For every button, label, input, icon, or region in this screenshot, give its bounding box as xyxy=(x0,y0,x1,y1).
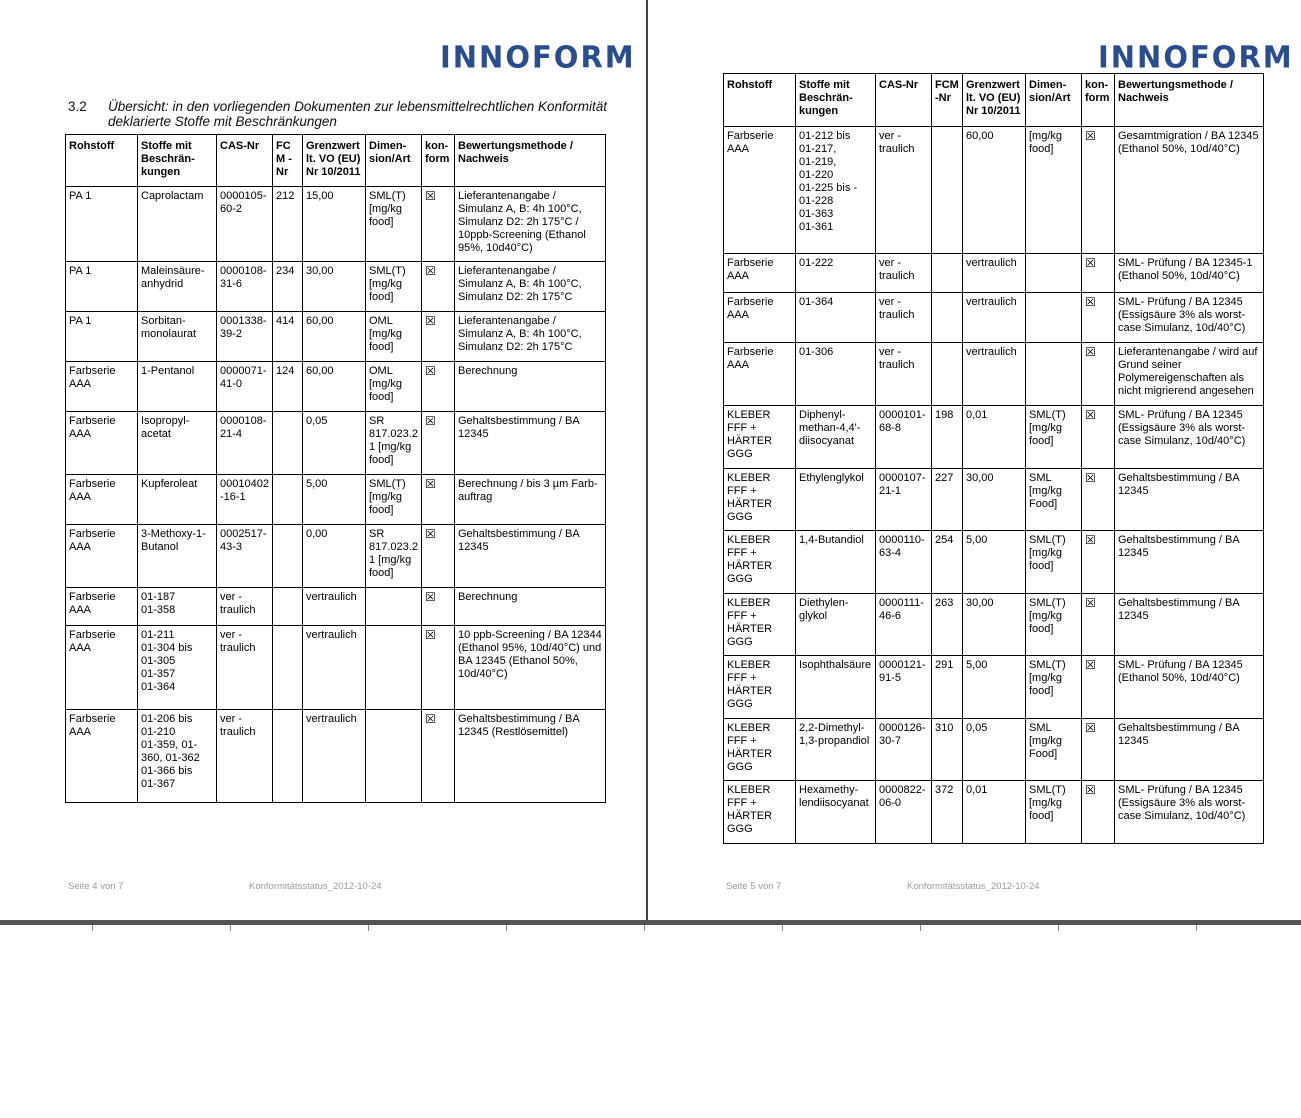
cell-rohstoff: Farbserie AAA xyxy=(724,127,796,254)
cell-cas-nr: 0000108-31-6 xyxy=(217,262,273,312)
col-header-stoffe: Stoffe mit Beschrän-kungen xyxy=(796,74,876,127)
cell-bewertung: SML- Prüfung / BA 12345 (Essigsäure 3% als worst-case Simulanz, 10d/40°C) xyxy=(1115,293,1264,343)
cell-fcm-nr xyxy=(273,525,303,588)
col-header-rohstoff: Rohstoff xyxy=(66,135,138,187)
table-row xyxy=(724,469,1264,531)
cell-cas-nr: 0000107-21-1 xyxy=(876,469,932,531)
cell-stoff: 1-Pentanol xyxy=(138,362,217,412)
cell-konform-checkbox: ☒ xyxy=(1082,406,1115,469)
cell-bewertung: Lieferantenangabe / Simulanz A, B: 4h 100°C, Simulanz D2: 2h 175°C / 10ppb-Screening (Ethanol 95%, 10d40°C) xyxy=(455,187,606,262)
cell-dimension: SR 817.023.21 [mg/kg food] xyxy=(366,525,422,588)
table-row xyxy=(724,406,1264,469)
col-header-fcm: FCM -Nr xyxy=(273,135,303,187)
cell-rohstoff: Farbserie AAA xyxy=(66,475,138,525)
table-body xyxy=(66,187,606,803)
cell-konform-checkbox: ☒ xyxy=(422,588,455,626)
table-row xyxy=(724,781,1264,844)
col-header-cas: CAS-Nr xyxy=(217,135,273,187)
cell-fcm-nr: 234 xyxy=(273,262,303,312)
cell-fcm-nr xyxy=(932,293,963,343)
cell-rohstoff: KLEBER FFF + HÄRTER GGG xyxy=(724,406,796,469)
cell-rohstoff: KLEBER FFF + HÄRTER GGG xyxy=(724,469,796,531)
cell-dimension xyxy=(366,588,422,626)
cell-stoff: Diphenyl-methan-4,4'-diisocyanat xyxy=(796,406,876,469)
cell-cas-nr: 00010402-16-1 xyxy=(217,475,273,525)
cell-konform-checkbox: ☒ xyxy=(422,187,455,262)
cell-fcm-nr: 212 xyxy=(273,187,303,262)
cell-grenzwert: 30,00 xyxy=(963,469,1026,531)
document-page-4 xyxy=(0,0,646,920)
col-header-dimension: Dimen-sion/Art xyxy=(366,135,422,187)
ruler-tick xyxy=(782,925,783,931)
col-header-dimension: Dimen-sion/Art xyxy=(1026,74,1082,127)
cell-konform-checkbox: ☒ xyxy=(1082,781,1115,844)
cell-grenzwert: 5,00 xyxy=(303,475,366,525)
table-row xyxy=(724,531,1264,594)
cell-stoff: Isophthalsäure xyxy=(796,656,876,719)
cell-rohstoff: Farbserie AAA xyxy=(66,362,138,412)
cell-fcm-nr xyxy=(932,254,963,293)
cell-fcm-nr xyxy=(932,127,963,254)
cell-dimension: SML(T) [mg/kg food] xyxy=(366,262,422,312)
cell-cas-nr: ver - traulich xyxy=(217,626,273,710)
cell-grenzwert: 60,00 xyxy=(303,312,366,362)
cell-bewertung: Gehaltsbestimmung / BA 12345 xyxy=(1115,594,1264,656)
col-header-stoffe: Stoffe mit Beschrän-kungen xyxy=(138,135,217,187)
cell-dimension: SML(T) [mg/kg food] xyxy=(1026,594,1082,656)
cell-bewertung: Lieferantenangabe / Simulanz A, B: 4h 100°C, Simulanz D2: 2h 175°C xyxy=(455,262,606,312)
cell-fcm-nr xyxy=(273,626,303,710)
ruler-tick xyxy=(1196,925,1197,931)
cell-dimension: SML(T) [mg/kg food] xyxy=(366,187,422,262)
cell-stoff: 3-Methoxy-1-Butanol xyxy=(138,525,217,588)
table-row xyxy=(66,412,606,475)
cell-cas-nr: ver - traulich xyxy=(217,710,273,803)
cell-cas-nr: ver - traulich xyxy=(876,343,932,406)
table-row xyxy=(66,626,606,710)
cell-stoff: Sorbitan-monolaurat xyxy=(138,312,217,362)
cell-bewertung: Berechnung xyxy=(455,362,606,412)
cell-rohstoff: KLEBER FFF + HÄRTER GGG xyxy=(724,781,796,844)
section-heading xyxy=(68,99,613,129)
table-row xyxy=(724,343,1264,406)
ruler-tick xyxy=(1058,925,1059,931)
cell-stoff: Diethylen-glykol xyxy=(796,594,876,656)
document-page-5 xyxy=(650,0,1301,920)
cell-stoff: 01-187 01-358 xyxy=(138,588,217,626)
footer-page-number: Seite 4 von 7 xyxy=(68,881,124,892)
cell-grenzwert: 0,01 xyxy=(963,406,1026,469)
cell-grenzwert: 0,00 xyxy=(303,525,366,588)
table-row xyxy=(724,719,1264,781)
table-row xyxy=(66,262,606,312)
cell-grenzwert: vertraulich xyxy=(303,588,366,626)
restrictions-table-page-4 xyxy=(65,134,606,803)
col-header-bewertung: Bewertungsmethode / Nachweis xyxy=(1115,74,1264,127)
cell-fcm-nr: 198 xyxy=(932,406,963,469)
cell-stoff: 01-212 bis 01-217, 01-219, 01-220 01-225 bis - 01-228 01-363 01-361 xyxy=(796,127,876,254)
footer-document-name: Konformitätsstatus_2012-10-24 xyxy=(249,881,382,892)
cell-konform-checkbox: ☒ xyxy=(422,412,455,475)
cell-rohstoff: Farbserie AAA xyxy=(66,412,138,475)
cell-konform-checkbox: ☒ xyxy=(1082,254,1115,293)
cell-bewertung: Lieferantenangabe / Simulanz A, B: 4h 100°C, Simulanz D2: 2h 175°C xyxy=(455,312,606,362)
cell-dimension: OML [mg/kg food] xyxy=(366,312,422,362)
cell-dimension: SML(T) [mg/kg food] xyxy=(1026,781,1082,844)
footer-page-number: Seite 5 von 7 xyxy=(726,881,782,892)
cell-bewertung: SML- Prüfung / BA 12345 (Essigsäure 3% als worst-case Simulanz, 10d/40°C) xyxy=(1115,406,1264,469)
ruler-tick xyxy=(506,925,507,931)
cell-stoff: 01-211 01-304 bis 01-305 01-357 01-364 xyxy=(138,626,217,710)
ruler-tick xyxy=(920,925,921,931)
cell-bewertung: SML- Prüfung / BA 12345-1 (Ethanol 50%, 10d/40°C) xyxy=(1115,254,1264,293)
table-body xyxy=(724,127,1264,844)
ruler-tick xyxy=(230,925,231,931)
col-header-fcm: FCM -Nr xyxy=(932,74,963,127)
cell-bewertung: Gehaltsbestimmung / BA 12345 xyxy=(1115,469,1264,531)
cell-fcm-nr xyxy=(273,475,303,525)
footer-document-name: Konformitätsstatus_2012-10-24 xyxy=(907,881,1040,892)
cell-grenzwert: 0,05 xyxy=(303,412,366,475)
cell-stoff: 1,4-Butandiol xyxy=(796,531,876,594)
cell-grenzwert: 30,00 xyxy=(303,262,366,312)
table-row xyxy=(724,293,1264,343)
cell-cas-nr: 0000108-21-4 xyxy=(217,412,273,475)
cell-grenzwert: 5,00 xyxy=(963,531,1026,594)
cell-konform-checkbox: ☒ xyxy=(422,525,455,588)
cell-fcm-nr xyxy=(273,588,303,626)
ruler-tick xyxy=(368,925,369,931)
cell-cas-nr: 0000110-63-4 xyxy=(876,531,932,594)
table-row xyxy=(66,187,606,262)
table-row xyxy=(724,127,1264,254)
cell-rohstoff: PA 1 xyxy=(66,262,138,312)
table-row xyxy=(724,594,1264,656)
cell-fcm-nr: 310 xyxy=(932,719,963,781)
cell-konform-checkbox: ☒ xyxy=(1082,343,1115,406)
cell-rohstoff: KLEBER FFF + HÄRTER GGG xyxy=(724,594,796,656)
cell-grenzwert: vertraulich xyxy=(303,710,366,803)
ruler-tick xyxy=(644,925,645,931)
cell-konform-checkbox: ☒ xyxy=(1082,594,1115,656)
innoform-logo: INNOFORM xyxy=(1098,39,1294,75)
cell-rohstoff: Farbserie AAA xyxy=(66,710,138,803)
cell-rohstoff: Farbserie AAA xyxy=(66,626,138,710)
cell-stoff: 01-206 bis 01-210 01-359, 01-360, 01-362 01-366 bis 01-367 xyxy=(138,710,217,803)
cell-grenzwert: 0,01 xyxy=(963,781,1026,844)
cell-bewertung: Gesamtmigration / BA 12345 (Ethanol 50%, 10d/40°C) xyxy=(1115,127,1264,254)
cell-fcm-nr: 254 xyxy=(932,531,963,594)
cell-cas-nr: ver - traulich xyxy=(876,293,932,343)
innoform-logo: INNOFORM xyxy=(440,39,636,75)
col-header-grenzwert: Grenzwert lt. VO (EU) Nr 10/2011 xyxy=(303,135,366,187)
cell-fcm-nr: 291 xyxy=(932,656,963,719)
cell-dimension xyxy=(366,626,422,710)
col-header-konform: kon-form xyxy=(422,135,455,187)
cell-grenzwert: 15,00 xyxy=(303,187,366,262)
cell-fcm-nr: 372 xyxy=(932,781,963,844)
cell-stoff: Kupferoleat xyxy=(138,475,217,525)
table-row xyxy=(66,475,606,525)
cell-fcm-nr xyxy=(273,710,303,803)
cell-fcm-nr xyxy=(273,412,303,475)
cell-rohstoff: KLEBER FFF + HÄRTER GGG xyxy=(724,656,796,719)
col-header-rohstoff: Rohstoff xyxy=(724,74,796,127)
cell-konform-checkbox: ☒ xyxy=(422,626,455,710)
cell-fcm-nr: 414 xyxy=(273,312,303,362)
cell-stoff: Ethylenglykol xyxy=(796,469,876,531)
cell-dimension: [mg/kg food] xyxy=(1026,127,1082,254)
cell-rohstoff: Farbserie AAA xyxy=(66,588,138,626)
cell-konform-checkbox: ☒ xyxy=(422,312,455,362)
cell-cas-nr: 0000101-68-8 xyxy=(876,406,932,469)
cell-grenzwert: 30,00 xyxy=(963,594,1026,656)
cell-grenzwert: vertraulich xyxy=(963,343,1026,406)
cell-bewertung: SML- Prüfung / BA 12345 (Ethanol 50%, 10d/40°C) xyxy=(1115,656,1264,719)
cell-bewertung: Gehaltsbestimmung / BA 12345 (Restlösemittel) xyxy=(455,710,606,803)
table-row xyxy=(66,362,606,412)
cell-rohstoff: KLEBER FFF + HÄRTER GGG xyxy=(724,531,796,594)
ruler-tick xyxy=(92,925,93,931)
cell-grenzwert: 60,00 xyxy=(303,362,366,412)
cell-grenzwert: 0,05 xyxy=(963,719,1026,781)
cell-konform-checkbox: ☒ xyxy=(1082,293,1115,343)
cell-stoff: 01-222 xyxy=(796,254,876,293)
cell-bewertung: Gehaltsbestimmung / BA 12345 xyxy=(455,525,606,588)
cell-cas-nr: 0000121-91-5 xyxy=(876,656,932,719)
cell-dimension: SML(T) [mg/kg food] xyxy=(1026,531,1082,594)
cell-rohstoff: KLEBER FFF + HÄRTER GGG xyxy=(724,719,796,781)
cell-stoff: Isopropyl-acetat xyxy=(138,412,217,475)
table-row xyxy=(724,656,1264,719)
cell-dimension: SR 817.023.21 [mg/kg food] xyxy=(366,412,422,475)
cell-cas-nr: ver - traulich xyxy=(876,127,932,254)
cell-bewertung: Gehaltsbestimmung / BA 12345 xyxy=(1115,719,1264,781)
section-number: 3.2 xyxy=(68,99,87,114)
cell-bewertung: Gehaltsbestimmung / BA 12345 xyxy=(455,412,606,475)
ruler-ticks xyxy=(0,925,1301,933)
cell-fcm-nr: 227 xyxy=(932,469,963,531)
cell-rohstoff: PA 1 xyxy=(66,312,138,362)
cell-cas-nr: 0000105-60-2 xyxy=(217,187,273,262)
cell-grenzwert: vertraulich xyxy=(963,293,1026,343)
cell-cas-nr: 0000822-06-0 xyxy=(876,781,932,844)
cell-grenzwert: 60,00 xyxy=(963,127,1026,254)
cell-cas-nr: 0000126-30-7 xyxy=(876,719,932,781)
cell-dimension xyxy=(366,710,422,803)
cell-dimension: SML(T) [mg/kg food] xyxy=(1026,406,1082,469)
cell-bewertung: Gehaltsbestimmung / BA 12345 xyxy=(1115,531,1264,594)
cell-grenzwert: vertraulich xyxy=(963,254,1026,293)
cell-konform-checkbox: ☒ xyxy=(1082,719,1115,781)
cell-rohstoff: Farbserie AAA xyxy=(66,525,138,588)
table-row xyxy=(66,710,606,803)
cell-bewertung: SML- Prüfung / BA 12345 (Essigsäure 3% als worst-case Simulanz, 10d/40°C) xyxy=(1115,781,1264,844)
cell-konform-checkbox: ☒ xyxy=(1082,469,1115,531)
cell-bewertung: Lieferantenangabe / wird auf Grund seiner Polymereigenschaften als nicht migrierend angesehen xyxy=(1115,343,1264,406)
section-title: Übersicht: in den vorliegenden Dokumenten zur lebensmittelrechtlichen Konformität deklarierte Stoffe mit Beschränkungen xyxy=(108,99,608,129)
cell-stoff: 2,2-Dimethyl-1,3-propandiol xyxy=(796,719,876,781)
table-row xyxy=(66,312,606,362)
cell-stoff: 01-306 xyxy=(796,343,876,406)
cell-rohstoff: Farbserie AAA xyxy=(724,343,796,406)
cell-dimension xyxy=(1026,293,1082,343)
cell-stoff: Caprolactam xyxy=(138,187,217,262)
cell-grenzwert: vertraulich xyxy=(303,626,366,710)
col-header-cas: CAS-Nr xyxy=(876,74,932,127)
cell-konform-checkbox: ☒ xyxy=(422,262,455,312)
cell-konform-checkbox: ☒ xyxy=(1082,127,1115,254)
cell-stoff: 01-364 xyxy=(796,293,876,343)
col-header-konform: kon-form xyxy=(1082,74,1115,127)
cell-rohstoff: Farbserie AAA xyxy=(724,293,796,343)
cell-dimension: SML(T) [mg/kg food] xyxy=(1026,656,1082,719)
cell-dimension: SML(T) [mg/kg food] xyxy=(366,475,422,525)
cell-cas-nr: ver - traulich xyxy=(217,588,273,626)
cell-dimension xyxy=(1026,343,1082,406)
table-row xyxy=(66,525,606,588)
cell-cas-nr: ver - traulich xyxy=(876,254,932,293)
cell-rohstoff: Farbserie AAA xyxy=(724,254,796,293)
cell-fcm-nr xyxy=(932,343,963,406)
cell-bewertung: 10 ppb-Screening / BA 12344 (Ethanol 95%, 10d/40°C) und BA 12345 (Ethanol 50%, 10d/40°C) xyxy=(455,626,606,710)
cell-cas-nr: 0000071-41-0 xyxy=(217,362,273,412)
cell-konform-checkbox: ☒ xyxy=(422,362,455,412)
cell-konform-checkbox: ☒ xyxy=(422,710,455,803)
cell-dimension: SML [mg/kg Food] xyxy=(1026,469,1082,531)
cell-konform-checkbox: ☒ xyxy=(1082,656,1115,719)
cell-fcm-nr: 263 xyxy=(932,594,963,656)
cell-rohstoff: PA 1 xyxy=(66,187,138,262)
cell-bewertung: Berechnung xyxy=(455,588,606,626)
cell-cas-nr: 0001338-39-2 xyxy=(217,312,273,362)
page-divider xyxy=(646,0,648,924)
cell-grenzwert: 5,00 xyxy=(963,656,1026,719)
table-row xyxy=(66,588,606,626)
restrictions-table-page-5 xyxy=(723,73,1264,844)
col-header-grenzwert: Grenzwert lt. VO (EU) Nr 10/2011 xyxy=(963,74,1026,127)
cell-bewertung: Berechnung / bis 3 µm Farb-auftrag xyxy=(455,475,606,525)
cell-fcm-nr: 124 xyxy=(273,362,303,412)
cell-konform-checkbox: ☒ xyxy=(422,475,455,525)
cell-stoff: Maleinsäure-anhydrid xyxy=(138,262,217,312)
cell-stoff: Hexamethy-lendiisocyanat xyxy=(796,781,876,844)
cell-dimension xyxy=(1026,254,1082,293)
cell-cas-nr: 0000111-46-6 xyxy=(876,594,932,656)
cell-konform-checkbox: ☒ xyxy=(1082,531,1115,594)
col-header-bewertung: Bewertungsmethode / Nachweis xyxy=(455,135,606,187)
cell-dimension: OML [mg/kg food] xyxy=(366,362,422,412)
table-row xyxy=(724,254,1264,293)
cell-dimension: SML [mg/kg Food] xyxy=(1026,719,1082,781)
cell-cas-nr: 0002517-43-3 xyxy=(217,525,273,588)
